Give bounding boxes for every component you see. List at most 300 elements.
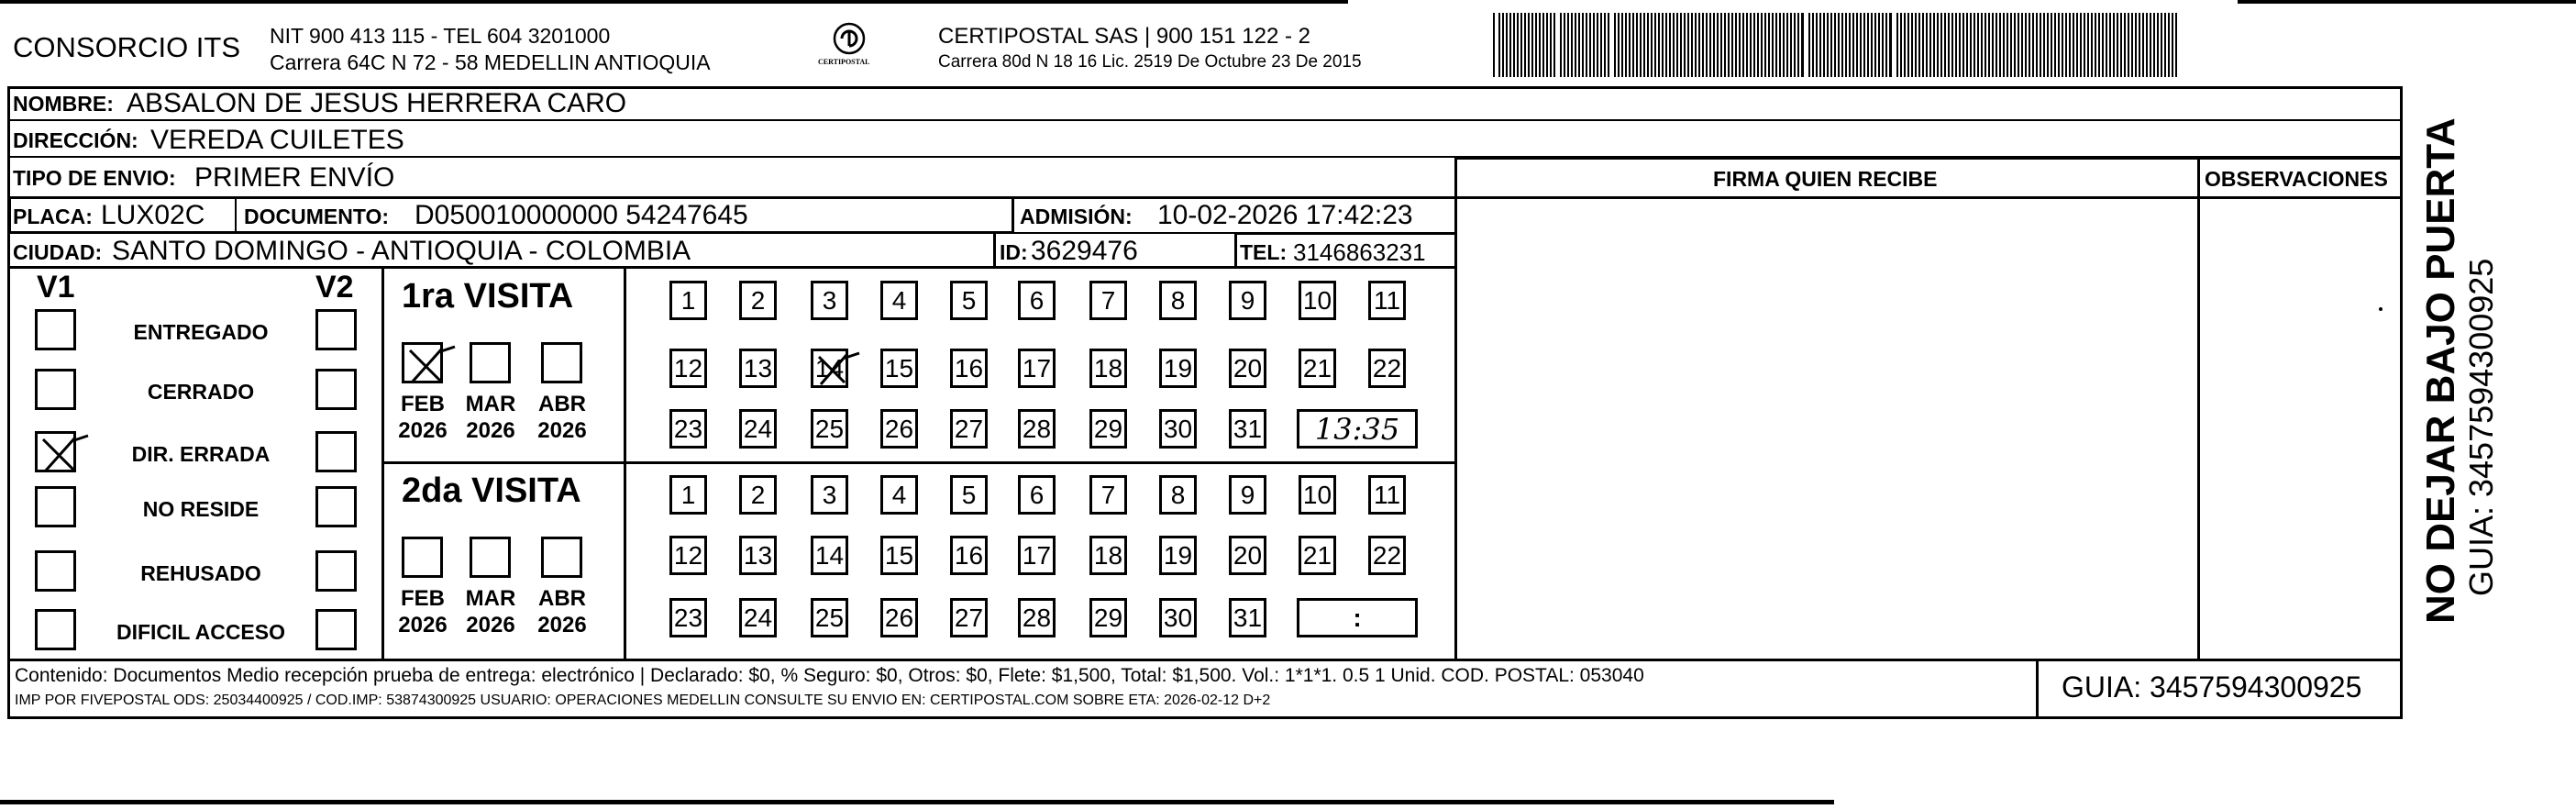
day-number: 11 bbox=[1373, 480, 1401, 509]
barcode-bar bbox=[1764, 13, 1766, 77]
day-box[interactable] bbox=[1018, 281, 1056, 320]
v2-checkbox[interactable] bbox=[315, 431, 357, 472]
v2-checkbox[interactable] bbox=[315, 309, 357, 350]
month-name: FEB bbox=[401, 392, 445, 416]
day-box[interactable] bbox=[1159, 281, 1197, 320]
day-box[interactable] bbox=[1299, 536, 1336, 575]
day-box[interactable] bbox=[880, 409, 918, 449]
barcode-bar bbox=[2014, 13, 2016, 77]
barcode-bar bbox=[1654, 13, 1656, 77]
tel-label: TEL: bbox=[1240, 240, 1288, 264]
month-checkbox[interactable] bbox=[402, 537, 443, 578]
barcode-bar bbox=[1889, 13, 1892, 77]
day-number: 7 bbox=[1100, 285, 1116, 315]
barcode-bar bbox=[1929, 13, 1931, 77]
barcode-bar bbox=[1502, 13, 1504, 77]
barcode-bar bbox=[1709, 13, 1711, 77]
barcode-bar bbox=[1560, 13, 1562, 77]
barcode-bar bbox=[2131, 13, 2133, 77]
barcode-bar bbox=[1867, 13, 1869, 77]
day-box[interactable] bbox=[950, 598, 988, 637]
footer-line2: IMP POR FIVEPOSTAL ODS: 25034400925 / COD.IMP: 53874300925 USUARIO: OPERACIONES MEDELLIN CONSULTE SU ENVIO EN: CERTIPOSTAL.COM SOBRE ETA: 2026-02-12 D+2 bbox=[15, 693, 1271, 708]
barcode-bar bbox=[2047, 13, 2049, 77]
barcode-bar bbox=[1852, 13, 1854, 77]
id-label: ID: bbox=[1000, 240, 1028, 264]
month-checkbox[interactable] bbox=[470, 537, 511, 578]
barcode-bar bbox=[2164, 13, 2166, 77]
barcode-bar bbox=[1944, 13, 1946, 77]
barcode-bar bbox=[1790, 13, 1792, 77]
barcode-bar bbox=[1575, 13, 1576, 77]
day-box[interactable] bbox=[739, 598, 777, 637]
address-line: Carrera 64C N 72 - 58 MEDELLIN ANTIOQUIA bbox=[270, 50, 711, 74]
day-number: 4 bbox=[891, 480, 907, 509]
day-box[interactable] bbox=[1229, 281, 1266, 320]
day-box[interactable] bbox=[1089, 598, 1127, 637]
barcode-bar bbox=[1550, 13, 1552, 77]
barcode-bar bbox=[2113, 13, 2115, 77]
v1-checkbox[interactable] bbox=[35, 431, 76, 472]
month-year: 2026 bbox=[398, 417, 448, 443]
v2-label: V2 bbox=[315, 270, 354, 305]
barcode-bar bbox=[1600, 13, 1602, 77]
barcode-bar bbox=[2153, 13, 2155, 77]
barcode-bar bbox=[1546, 13, 1548, 77]
admision-label: ADMISIÓN: bbox=[1020, 205, 1133, 228]
day-number: 31 bbox=[1233, 414, 1263, 443]
month-label bbox=[530, 392, 594, 445]
top-border bbox=[0, 0, 1348, 4]
barcode-bar bbox=[1647, 13, 1649, 77]
day-number: 8 bbox=[1170, 285, 1186, 315]
day-number: 23 bbox=[673, 603, 703, 632]
barcode-bar bbox=[1860, 13, 1862, 77]
barcode-bar bbox=[1966, 13, 1968, 77]
day-box[interactable] bbox=[1368, 536, 1406, 575]
day-box[interactable] bbox=[811, 475, 848, 515]
day-box[interactable] bbox=[1018, 475, 1056, 515]
barcode-bar bbox=[1742, 13, 1744, 77]
barcode-bar bbox=[1834, 13, 1836, 77]
tel-value: 3146863231 bbox=[1293, 238, 1426, 266]
v1-checkbox[interactable] bbox=[35, 609, 76, 650]
day-box[interactable] bbox=[739, 409, 777, 449]
barcode-bar bbox=[1651, 13, 1653, 77]
barcode-bar bbox=[1520, 13, 1522, 77]
day-number: 1 bbox=[680, 285, 696, 315]
row-line bbox=[1456, 158, 2403, 160]
barcode-bar bbox=[1933, 13, 1935, 77]
month-year: 2026 bbox=[537, 612, 587, 637]
day-number: 9 bbox=[1240, 285, 1255, 315]
day-number: 1 bbox=[680, 480, 696, 509]
day-box[interactable] bbox=[739, 536, 777, 575]
barcode-bar bbox=[1673, 13, 1675, 77]
status-option-label: ENTREGADO bbox=[133, 320, 269, 344]
month-name: MAR bbox=[465, 392, 516, 416]
day-box[interactable] bbox=[1159, 475, 1197, 515]
placa-value: LUX02C bbox=[101, 200, 205, 230]
day-box[interactable] bbox=[950, 349, 988, 388]
admision-value: 10-02-2026 17:42:23 bbox=[1157, 200, 1413, 230]
barcode-bar bbox=[2003, 13, 2005, 77]
barcode-bar bbox=[2007, 13, 2008, 77]
time-value: : bbox=[1353, 603, 1362, 632]
day-box[interactable] bbox=[1229, 536, 1266, 575]
barcode-bar bbox=[1838, 13, 1840, 77]
time-box[interactable] bbox=[1297, 409, 1418, 449]
day-number: 14 bbox=[814, 353, 845, 382]
barcode-bar bbox=[1593, 13, 1595, 77]
status-option-label: CERRADO bbox=[147, 380, 255, 404]
month-label bbox=[530, 586, 594, 639]
barcode-bar bbox=[1735, 13, 1737, 77]
day-box[interactable] bbox=[669, 281, 707, 320]
barcode-bar bbox=[1586, 13, 1587, 77]
day-box[interactable] bbox=[1299, 281, 1336, 320]
v1-checkbox[interactable] bbox=[35, 309, 76, 350]
side-rotated-text bbox=[2418, 110, 2540, 624]
company-name: CONSORCIO ITS bbox=[13, 31, 241, 63]
barcode-bar bbox=[1564, 13, 1565, 77]
barcode-bar bbox=[2080, 13, 2082, 77]
barcode-bar bbox=[2168, 13, 2170, 77]
day-box[interactable] bbox=[880, 281, 918, 320]
barcode-bar bbox=[2040, 13, 2041, 77]
col-line bbox=[624, 269, 626, 659]
barcode-bar bbox=[2043, 13, 2045, 77]
barcode-bar bbox=[1702, 13, 1704, 77]
barcode-bar bbox=[2051, 13, 2052, 77]
side-guia: GUIA: 3457594300925 bbox=[2462, 258, 2500, 596]
day-box[interactable] bbox=[1089, 409, 1127, 449]
time-box[interactable] bbox=[1297, 598, 1418, 637]
barcode-bar bbox=[2139, 13, 2140, 77]
day-number: 19 bbox=[1163, 353, 1193, 382]
day-box[interactable] bbox=[811, 281, 848, 320]
day-box[interactable] bbox=[950, 409, 988, 449]
day-box[interactable] bbox=[880, 475, 918, 515]
day-number: 3 bbox=[822, 480, 837, 509]
barcode-bar bbox=[2161, 13, 2162, 77]
barcode-bar bbox=[1662, 13, 1664, 77]
v2-checkbox[interactable] bbox=[315, 550, 357, 592]
day-number: 26 bbox=[884, 414, 914, 443]
month-year: 2026 bbox=[466, 417, 515, 443]
day-box[interactable] bbox=[880, 598, 918, 637]
day-box[interactable] bbox=[1159, 536, 1197, 575]
barcode-bar bbox=[2128, 13, 2129, 77]
x-mark-icon bbox=[813, 351, 863, 388]
month-checkbox[interactable] bbox=[470, 342, 511, 383]
barcode-bar bbox=[1988, 13, 1990, 77]
day-number: 6 bbox=[1029, 480, 1045, 509]
barcode-bar bbox=[1691, 13, 1693, 77]
day-box[interactable] bbox=[1159, 409, 1197, 449]
barcode-bar bbox=[2124, 13, 2126, 77]
barcode-bar bbox=[2095, 13, 2096, 77]
day-box[interactable] bbox=[950, 536, 988, 575]
barcode-bar bbox=[1506, 13, 1508, 77]
barcode-bar bbox=[1731, 13, 1733, 77]
footer-line1: Contenido: Documentos Medio recepción prueba de entrega: electrónico | Declarado: $0, % Seguro: $0, Otros: $0, Flete: $1,500, Total: $1,500. Vol.: 1*1*1. 0.5 1 Unid. COD. POSTAL: 053040 bbox=[15, 665, 1644, 686]
documento-value: D050010000000 54247645 bbox=[415, 200, 748, 230]
barcode-bar bbox=[2054, 13, 2056, 77]
day-box[interactable] bbox=[1368, 349, 1406, 388]
day-number: 18 bbox=[1093, 353, 1123, 382]
day-number: 12 bbox=[673, 353, 703, 382]
day-number: 29 bbox=[1093, 414, 1123, 443]
barcode-bar bbox=[1509, 13, 1511, 77]
barcode-bar bbox=[2065, 13, 2067, 77]
barcode-bar bbox=[1728, 13, 1730, 77]
day-number: 2 bbox=[750, 285, 766, 315]
day-number: 26 bbox=[884, 603, 914, 632]
barcode-bar bbox=[1841, 13, 1843, 77]
status-option-label: DIFICIL ACCESO bbox=[116, 620, 285, 644]
barcode-bar bbox=[1907, 13, 1909, 77]
barcode-bar bbox=[2087, 13, 2089, 77]
barcode-bar bbox=[1625, 13, 1627, 77]
day-number: 7 bbox=[1100, 480, 1116, 509]
day-box[interactable] bbox=[669, 475, 707, 515]
barcode-bar bbox=[1528, 13, 1530, 77]
month-checkbox[interactable] bbox=[541, 537, 582, 578]
barcode-bar bbox=[1885, 13, 1887, 77]
month-checkbox[interactable] bbox=[541, 342, 582, 383]
barcode-bar bbox=[1676, 13, 1678, 77]
barcode-bar bbox=[1571, 13, 1573, 77]
barcode-bar bbox=[1940, 13, 1942, 77]
month-label bbox=[459, 392, 523, 445]
certipostal-logo bbox=[807, 20, 891, 73]
day-box[interactable] bbox=[880, 349, 918, 388]
day-box[interactable] bbox=[1089, 281, 1127, 320]
barcode-bar bbox=[1750, 13, 1752, 77]
ciudad-label: CIUDAD: bbox=[13, 240, 103, 264]
barcode-bar bbox=[2117, 13, 2118, 77]
day-box[interactable] bbox=[1368, 281, 1406, 320]
barcode-bar bbox=[1808, 13, 1810, 77]
day-number: 15 bbox=[884, 353, 914, 382]
day-number: 8 bbox=[1170, 480, 1186, 509]
bottom-border bbox=[0, 800, 1834, 804]
barcode-bar bbox=[1830, 13, 1832, 77]
barcode-bar bbox=[2010, 13, 2012, 77]
barcode-bar bbox=[1621, 13, 1623, 77]
day-box[interactable] bbox=[1089, 475, 1127, 515]
day-number: 22 bbox=[1372, 540, 1402, 570]
barcode-bar bbox=[1992, 13, 1994, 77]
barcode-bar bbox=[1669, 13, 1671, 77]
day-box[interactable] bbox=[1229, 598, 1266, 637]
barcode-bar bbox=[1772, 13, 1774, 77]
barcode-bar bbox=[1517, 13, 1519, 77]
top-border-right bbox=[2238, 0, 2576, 4]
barcode-bar bbox=[1959, 13, 1961, 77]
day-box[interactable] bbox=[669, 598, 707, 637]
barcode-bar bbox=[1926, 13, 1928, 77]
day-box[interactable] bbox=[1159, 598, 1197, 637]
barcode-bar bbox=[2021, 13, 2023, 77]
row-line bbox=[7, 659, 2403, 661]
day-box[interactable] bbox=[739, 475, 777, 515]
barcode-bar bbox=[1922, 13, 1924, 77]
v1-checkbox[interactable] bbox=[35, 550, 76, 592]
day-box[interactable] bbox=[1229, 475, 1266, 515]
barcode-bar bbox=[1779, 13, 1781, 77]
v2-checkbox[interactable] bbox=[315, 369, 357, 410]
id-value: 3629476 bbox=[1031, 236, 1138, 266]
barcode-bar bbox=[1684, 13, 1686, 77]
visita2-title: 2da VISITA bbox=[402, 471, 581, 510]
day-number: 27 bbox=[954, 414, 984, 443]
day-number: 23 bbox=[673, 414, 703, 443]
firma-header: FIRMA QUIEN RECIBE bbox=[1713, 167, 1938, 191]
v2-checkbox[interactable] bbox=[315, 486, 357, 527]
day-box[interactable] bbox=[950, 281, 988, 320]
barcode-bar bbox=[1878, 13, 1880, 77]
day-box[interactable] bbox=[1368, 475, 1406, 515]
barcode-bar bbox=[2076, 13, 2078, 77]
barcode-bar bbox=[1614, 13, 1616, 77]
barcode-bar bbox=[1845, 13, 1847, 77]
day-number: 20 bbox=[1233, 353, 1263, 382]
barcode-bar bbox=[2106, 13, 2107, 77]
day-box[interactable] bbox=[1089, 536, 1127, 575]
barcode-bar bbox=[1962, 13, 1964, 77]
month-name: MAR bbox=[465, 586, 516, 611]
barcode-bar bbox=[1531, 13, 1533, 77]
status-option-label: REHUSADO bbox=[140, 561, 261, 585]
barcode-bar bbox=[1816, 13, 1818, 77]
barcode-bar bbox=[1597, 13, 1598, 77]
day-number: 10 bbox=[1302, 285, 1332, 315]
day-number: 24 bbox=[743, 603, 773, 632]
barcode-bar bbox=[2084, 13, 2085, 77]
day-number: 6 bbox=[1029, 285, 1045, 315]
day-box[interactable] bbox=[1159, 349, 1197, 388]
day-box[interactable] bbox=[1299, 475, 1336, 515]
day-number: 25 bbox=[814, 414, 845, 443]
day-box[interactable] bbox=[1018, 409, 1056, 449]
day-number: 17 bbox=[1022, 353, 1052, 382]
barcode-bar bbox=[1970, 13, 1972, 77]
day-number: 20 bbox=[1233, 540, 1263, 570]
documento-label: DOCUMENTO: bbox=[244, 205, 390, 228]
barcode-bar bbox=[1717, 13, 1719, 77]
barcode-bar bbox=[1553, 13, 1555, 77]
day-number: 18 bbox=[1093, 540, 1123, 570]
day-box[interactable] bbox=[669, 409, 707, 449]
barcode-bar bbox=[1797, 13, 1799, 77]
barcode-bar bbox=[1874, 13, 1876, 77]
month-label bbox=[391, 392, 455, 445]
barcode-bar bbox=[1915, 13, 1917, 77]
day-box[interactable] bbox=[1299, 349, 1336, 388]
month-name: ABR bbox=[538, 392, 586, 416]
day-box[interactable] bbox=[1018, 598, 1056, 637]
day-number: 19 bbox=[1163, 540, 1193, 570]
barcode-bar bbox=[2025, 13, 2027, 77]
barcode-bar bbox=[2142, 13, 2144, 77]
day-box[interactable] bbox=[880, 536, 918, 575]
day-number: 14 bbox=[814, 540, 845, 570]
day-number: 28 bbox=[1022, 414, 1052, 443]
barcode-bar bbox=[1948, 13, 1950, 77]
day-box[interactable] bbox=[739, 349, 777, 388]
barcode-bar bbox=[1871, 13, 1873, 77]
barcode-bar bbox=[1768, 13, 1770, 77]
barcode-bar bbox=[1498, 13, 1500, 77]
visita-divider-h bbox=[381, 461, 1454, 464]
barcode-bar bbox=[1827, 13, 1829, 77]
observaciones-header: OBSERVACIONES bbox=[2205, 167, 2388, 191]
x-mark-icon bbox=[404, 345, 459, 386]
day-box[interactable] bbox=[1018, 536, 1056, 575]
day-box[interactable] bbox=[811, 349, 848, 388]
day-number: 12 bbox=[673, 540, 703, 570]
day-box[interactable] bbox=[950, 475, 988, 515]
status-option-label: NO RESIDE bbox=[142, 497, 260, 521]
barcode-bar bbox=[1812, 13, 1814, 77]
day-box[interactable] bbox=[739, 281, 777, 320]
day-box[interactable] bbox=[1089, 349, 1127, 388]
status-option-label: DIR. ERRADA bbox=[131, 442, 271, 466]
day-box[interactable] bbox=[1229, 349, 1266, 388]
day-box[interactable] bbox=[1229, 409, 1266, 449]
barcode-bar bbox=[1618, 13, 1620, 77]
barcode-bar bbox=[2069, 13, 2071, 77]
barcode-bar bbox=[1720, 13, 1722, 77]
barcode-bar bbox=[1706, 13, 1708, 77]
v2-checkbox[interactable] bbox=[315, 609, 357, 650]
day-number: 11 bbox=[1373, 285, 1401, 315]
month-checkbox[interactable] bbox=[402, 342, 443, 383]
time-value: 13:35 bbox=[1314, 411, 1400, 447]
day-box[interactable] bbox=[669, 536, 707, 575]
v1-checkbox[interactable] bbox=[35, 486, 76, 527]
month-label bbox=[391, 586, 455, 639]
barcode-bar bbox=[1643, 13, 1645, 77]
day-box[interactable] bbox=[811, 536, 848, 575]
row-line bbox=[7, 119, 2403, 121]
day-box[interactable] bbox=[669, 349, 707, 388]
day-box[interactable] bbox=[811, 409, 848, 449]
barcode-bar bbox=[2029, 13, 2030, 77]
barcode-bar bbox=[2032, 13, 2034, 77]
barcode-bar bbox=[2135, 13, 2137, 77]
day-box[interactable] bbox=[1018, 349, 1056, 388]
barcode-bar bbox=[1977, 13, 1979, 77]
barcode-bar bbox=[1629, 13, 1631, 77]
nit-line: NIT 900 413 115 - TEL 604 3201000 bbox=[270, 24, 611, 48]
barcode-bar bbox=[1882, 13, 1884, 77]
day-box[interactable] bbox=[811, 598, 848, 637]
day-number: 2 bbox=[750, 480, 766, 509]
barcode-bar bbox=[2102, 13, 2104, 77]
day-number: 16 bbox=[954, 353, 984, 382]
certipostal-logo-text: CERTIPOSTAL bbox=[818, 58, 870, 66]
barcode-bar bbox=[1999, 13, 2001, 77]
day-number: 28 bbox=[1022, 603, 1052, 632]
v1-checkbox[interactable] bbox=[35, 369, 76, 410]
barcode-bar bbox=[1863, 13, 1865, 77]
day-number: 24 bbox=[743, 414, 773, 443]
barcode-bar bbox=[1753, 13, 1755, 77]
certipostal-line2: Carrera 80d N 18 16 Lic. 2519 De Octubre 23 De 2015 bbox=[938, 52, 1362, 72]
barcode-bar bbox=[1713, 13, 1715, 77]
